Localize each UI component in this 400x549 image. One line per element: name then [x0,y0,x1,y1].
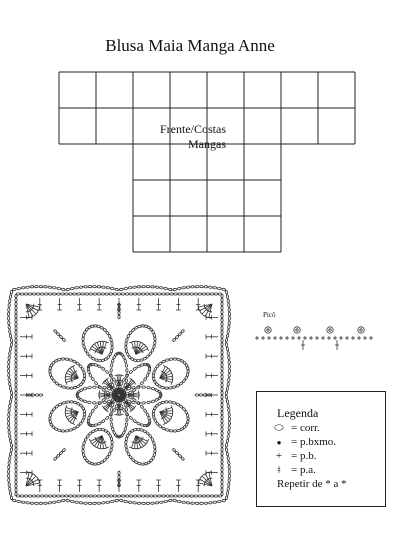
legend-repeat-note: Repetir de * a * [277,478,347,490]
picot-label: Picô [263,311,276,319]
picot-loop-inner [296,329,298,331]
picot-loop [358,327,364,333]
picot-loop [265,327,271,333]
legend-title: Legenda [277,406,319,420]
legend-item-slip-stitch [271,436,336,450]
slip-stitch-dot-icon: ● [276,438,282,447]
label-sleeves: Mangas [188,137,226,151]
chain-oval-icon: ⬭ [274,422,284,434]
picot-group [255,327,373,350]
picot-loop-inner [360,329,362,331]
legend-text-single-crochet: = p.b. [291,450,317,462]
legend-text-slip-stitch: = p.bxmo. [291,436,337,448]
legend-item-double-crochet [271,464,316,478]
legend-text-chain: = corr. [291,422,320,434]
single-crochet-plus-icon: + [275,450,283,462]
picot-loop [327,327,333,333]
label-front-back: Frente/Costas [160,122,226,136]
pattern-title: Blusa Maia Manga Anne [105,36,275,55]
picot-loop [294,327,300,333]
legend-item-chain [271,422,320,436]
picot-loop-inner [329,329,331,331]
legend-box [256,391,386,507]
double-crochet-icon: ǂ [277,464,281,476]
legend-item-single-crochet [271,450,316,464]
picot-loop-inner [267,329,269,331]
legend-text-double-crochet: = p.a. [291,464,316,476]
